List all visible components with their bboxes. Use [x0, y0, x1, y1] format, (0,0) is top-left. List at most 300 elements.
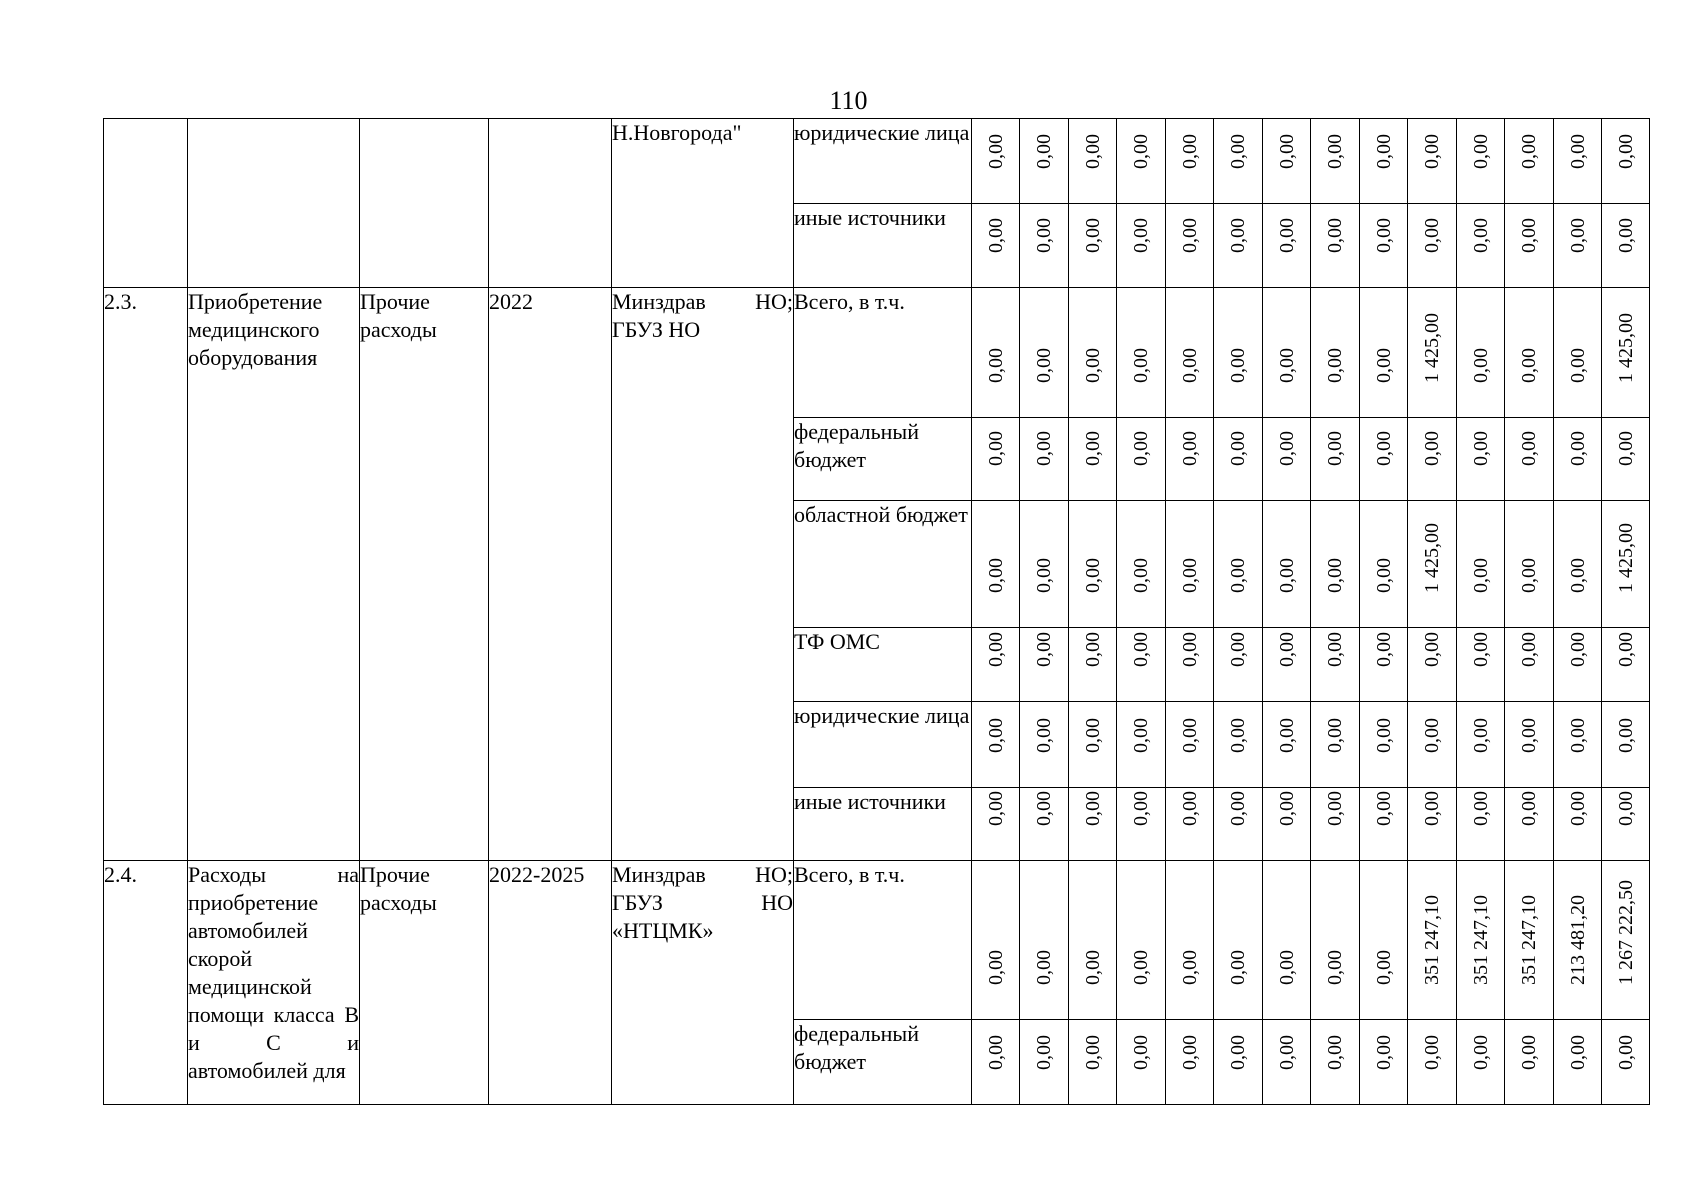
value-cell	[1457, 788, 1505, 861]
funding-source-cell: ТФ ОМС	[794, 628, 972, 702]
value-text: 0,00	[1227, 632, 1249, 667]
value-cell	[1602, 628, 1650, 702]
funding-source-cell: областной бюджет	[794, 501, 972, 628]
value-cell	[1166, 702, 1214, 788]
value-cell	[1117, 861, 1166, 1020]
measure-name-cell: Приобретение медицинского оборудования	[188, 288, 360, 861]
value-cell	[1166, 501, 1214, 628]
value-text: 351 247,10	[1518, 895, 1540, 985]
value-text: 0,00	[1130, 950, 1152, 985]
value-text: 0,00	[1469, 1035, 1492, 1070]
value-text: 0,00	[984, 218, 1007, 253]
value-cell	[1263, 119, 1311, 204]
value-cell	[1602, 861, 1650, 1020]
value-text: 0,00	[1275, 1035, 1298, 1070]
value-text: 0,00	[1518, 718, 1540, 753]
value-text: 0,00	[1033, 791, 1055, 826]
value-cell	[972, 204, 1020, 288]
value-text: 0,00	[1372, 791, 1395, 826]
value-cell	[1457, 628, 1505, 702]
value-text: 0,00	[1518, 134, 1540, 169]
value-cell	[1214, 788, 1263, 861]
value-text: 0,00	[1081, 431, 1104, 466]
value-text: 0,00	[1227, 218, 1249, 253]
value-text: 213 481,20	[1566, 895, 1589, 985]
value-text: 0,00	[1324, 632, 1346, 667]
value-text: 0,00	[1614, 632, 1637, 667]
value-cell	[1602, 702, 1650, 788]
value-text: 0,00	[1033, 431, 1055, 466]
value-text: 0,00	[1033, 218, 1055, 253]
value-text: 0,00	[984, 718, 1007, 753]
item-number-cell: 2.4.	[104, 861, 188, 1105]
value-text: 0,00	[1033, 134, 1055, 169]
value-text: 0,00	[1469, 431, 1492, 466]
page-number: 110	[829, 86, 868, 115]
value-cell	[1069, 204, 1117, 288]
value-cell	[1505, 418, 1554, 501]
value-cell	[1360, 861, 1408, 1020]
executor-cell: Минздрав НО; ГБУЗ НО «НТЦМК»	[612, 861, 794, 1105]
value-cell	[1408, 501, 1457, 628]
value-cell	[972, 119, 1020, 204]
funding-source-cell: юридические лица	[794, 702, 972, 788]
funding-source-cell: юридические лица	[794, 119, 972, 204]
value-text: 0,00	[1033, 1035, 1055, 1070]
value-text: 0,00	[1614, 134, 1637, 169]
value-cell	[1069, 119, 1117, 204]
value-text: 351 247,10	[1421, 895, 1443, 985]
value-cell	[1505, 788, 1554, 861]
value-cell	[1554, 418, 1602, 501]
value-text: 0,00	[1275, 134, 1298, 169]
value-text: 0,00	[1469, 718, 1492, 753]
table-row	[104, 119, 1650, 204]
value-cell	[1457, 418, 1505, 501]
value-text: 0,00	[1566, 718, 1589, 753]
value-text: 0,00	[1372, 950, 1395, 985]
value-text: 0,00	[1566, 218, 1589, 253]
expense-type-cell	[360, 119, 489, 288]
value-cell	[1311, 702, 1360, 788]
value-text: 0,00	[1324, 718, 1346, 753]
value-text: 0,00	[984, 558, 1007, 593]
value-cell	[1602, 418, 1650, 501]
value-text: 0,00	[1275, 632, 1298, 667]
value-text: 0,00	[1372, 718, 1395, 753]
value-text: 0,00	[1372, 218, 1395, 253]
value-cell	[1554, 861, 1602, 1020]
value-text: 0,00	[984, 134, 1007, 169]
value-cell	[1020, 119, 1069, 204]
value-cell	[1505, 119, 1554, 204]
value-cell	[1166, 418, 1214, 501]
value-cell	[1554, 119, 1602, 204]
value-text: 0,00	[1372, 1035, 1395, 1070]
value-cell	[1069, 501, 1117, 628]
executor-cell: Н.Новгорода"	[612, 119, 794, 288]
value-cell	[1408, 861, 1457, 1020]
value-cell	[1457, 702, 1505, 788]
value-cell	[1263, 288, 1311, 418]
value-cell	[1311, 788, 1360, 861]
expense-type-cell: Прочие расходы	[360, 861, 489, 1105]
value-text: 0,00	[1614, 218, 1637, 253]
value-text: 0,00	[1275, 558, 1298, 593]
value-text: 0,00	[984, 950, 1007, 985]
value-cell	[1117, 501, 1166, 628]
value-cell	[972, 861, 1020, 1020]
value-text: 0,00	[1324, 218, 1346, 253]
value-cell	[1408, 1020, 1457, 1105]
value-text: 351 247,10	[1469, 895, 1492, 985]
funding-source-cell: федеральный бюджет	[794, 1020, 972, 1105]
value-text: 0,00	[1518, 791, 1540, 826]
value-text: 0,00	[1566, 791, 1589, 826]
value-text: 0,00	[984, 791, 1007, 826]
value-text: 0,00	[1372, 632, 1395, 667]
executor-cell: Минздрав НО; ГБУЗ НО	[612, 288, 794, 861]
value-text: 0,00	[1178, 431, 1201, 466]
value-cell	[1554, 702, 1602, 788]
value-cell	[1505, 501, 1554, 628]
value-cell	[1602, 1020, 1650, 1105]
value-cell	[1554, 1020, 1602, 1105]
item-number-cell	[104, 119, 188, 288]
value-text: 0,00	[1324, 558, 1346, 593]
value-cell	[1360, 501, 1408, 628]
value-cell	[1602, 501, 1650, 628]
value-cell	[1311, 1020, 1360, 1105]
value-cell	[972, 628, 1020, 702]
value-cell	[1554, 501, 1602, 628]
value-cell	[1408, 628, 1457, 702]
value-text: 0,00	[984, 632, 1007, 667]
value-text: 0,00	[1614, 791, 1637, 826]
value-text: 0,00	[1275, 950, 1298, 985]
value-text: 0,00	[1421, 632, 1443, 667]
value-text: 0,00	[1130, 348, 1152, 383]
value-text: 0,00	[1324, 431, 1346, 466]
value-text: 0,00	[1081, 134, 1104, 169]
value-cell	[1360, 788, 1408, 861]
value-text: 0,00	[1130, 1035, 1152, 1070]
value-cell	[1602, 288, 1650, 418]
value-text: 0,00	[1566, 431, 1589, 466]
value-cell	[1360, 702, 1408, 788]
value-text: 0,00	[1130, 134, 1152, 169]
value-cell	[1360, 204, 1408, 288]
value-cell	[1069, 1020, 1117, 1105]
value-text: 0,00	[1130, 791, 1152, 826]
value-cell	[1360, 418, 1408, 501]
value-text: 0,00	[1081, 558, 1104, 593]
value-text: 0,00	[1178, 1035, 1201, 1070]
value-text: 0,00	[1324, 1035, 1346, 1070]
value-cell	[1505, 628, 1554, 702]
value-cell	[972, 1020, 1020, 1105]
value-text: 0,00	[1324, 950, 1346, 985]
value-cell	[1214, 1020, 1263, 1105]
value-text: 0,00	[1081, 632, 1104, 667]
value-cell	[1117, 1020, 1166, 1105]
value-text: 0,00	[1324, 134, 1346, 169]
value-cell	[1408, 119, 1457, 204]
value-cell	[1602, 119, 1650, 204]
value-cell	[1020, 204, 1069, 288]
value-cell	[1166, 861, 1214, 1020]
value-cell	[1020, 628, 1069, 702]
value-text: 0,00	[1469, 791, 1492, 826]
period-cell: 2022	[489, 288, 612, 861]
value-cell	[1457, 119, 1505, 204]
value-text: 0,00	[1566, 558, 1589, 593]
value-cell	[1117, 628, 1166, 702]
value-cell	[972, 418, 1020, 501]
value-cell	[1311, 204, 1360, 288]
value-text: 1 267 222,50	[1614, 880, 1637, 985]
value-text: 0,00	[1081, 348, 1104, 383]
value-cell	[1408, 288, 1457, 418]
funding-source-cell: Всего, в т.ч.	[794, 861, 972, 1020]
value-cell	[1214, 288, 1263, 418]
value-cell	[1457, 861, 1505, 1020]
value-cell	[1360, 628, 1408, 702]
item-number-cell: 2.3.	[104, 288, 188, 861]
value-cell	[1360, 288, 1408, 418]
value-text: 0,00	[1614, 1035, 1637, 1070]
value-text: 0,00	[1518, 218, 1540, 253]
funding-source-cell: Всего, в т.ч.	[794, 288, 972, 418]
value-text: 0,00	[1421, 791, 1443, 826]
value-cell	[1117, 288, 1166, 418]
value-text: 0,00	[1227, 348, 1249, 383]
value-cell	[1069, 788, 1117, 861]
value-cell	[1263, 628, 1311, 702]
value-cell	[1408, 418, 1457, 501]
value-cell	[1020, 501, 1069, 628]
measure-name-cell	[188, 119, 360, 288]
value-text: 0,00	[1275, 791, 1298, 826]
value-cell	[1166, 119, 1214, 204]
value-cell	[1360, 1020, 1408, 1105]
value-cell	[1166, 1020, 1214, 1105]
value-cell	[1214, 861, 1263, 1020]
value-cell	[1263, 418, 1311, 501]
value-cell	[1311, 288, 1360, 418]
value-text: 0,00	[1372, 348, 1395, 383]
value-text: 0,00	[984, 431, 1007, 466]
value-cell	[1505, 204, 1554, 288]
value-text: 0,00	[1372, 431, 1395, 466]
value-cell	[1117, 119, 1166, 204]
value-cell	[1166, 288, 1214, 418]
value-text: 0,00	[1227, 1035, 1249, 1070]
value-text: 0,00	[1469, 632, 1492, 667]
value-cell	[1457, 288, 1505, 418]
value-cell	[1069, 861, 1117, 1020]
value-text: 0,00	[1372, 558, 1395, 593]
value-text: 0,00	[1227, 431, 1249, 466]
value-cell	[1602, 788, 1650, 861]
value-text: 0,00	[1275, 431, 1298, 466]
value-text: 0,00	[1178, 791, 1201, 826]
value-cell	[1263, 702, 1311, 788]
value-text: 0,00	[1081, 791, 1104, 826]
value-cell	[1214, 119, 1263, 204]
value-text: 0,00	[1275, 718, 1298, 753]
funding-source-cell: иные источники	[794, 204, 972, 288]
value-text: 0,00	[1614, 431, 1637, 466]
value-cell	[1505, 1020, 1554, 1105]
value-text: 0,00	[1324, 348, 1346, 383]
value-cell	[1457, 1020, 1505, 1105]
value-cell	[972, 788, 1020, 861]
value-cell	[1311, 628, 1360, 702]
value-text: 0,00	[1469, 218, 1492, 253]
value-cell	[1020, 788, 1069, 861]
value-text: 0,00	[1421, 134, 1443, 169]
value-text: 0,00	[1178, 718, 1201, 753]
value-text: 0,00	[1566, 134, 1589, 169]
table-row	[104, 861, 1650, 1020]
value-cell	[1263, 788, 1311, 861]
value-cell	[1214, 702, 1263, 788]
value-text: 0,00	[1566, 348, 1589, 383]
value-cell	[1505, 702, 1554, 788]
value-text: 0,00	[1081, 1035, 1104, 1070]
value-text: 0,00	[1324, 791, 1346, 826]
value-cell	[1457, 501, 1505, 628]
value-text: 0,00	[984, 1035, 1007, 1070]
value-text: 0,00	[1421, 718, 1443, 753]
value-cell	[1166, 628, 1214, 702]
value-cell	[1117, 418, 1166, 501]
value-text: 0,00	[1130, 431, 1152, 466]
value-text: 0,00	[1518, 632, 1540, 667]
value-text: 0,00	[1130, 218, 1152, 253]
value-text: 0,00	[1469, 348, 1492, 383]
value-text: 1 425,00	[1614, 313, 1637, 383]
value-text: 1 425,00	[1421, 523, 1443, 593]
value-text: 0,00	[1081, 950, 1104, 985]
value-text: 0,00	[1081, 218, 1104, 253]
value-cell	[1069, 288, 1117, 418]
value-text: 0,00	[1614, 718, 1637, 753]
value-text: 0,00	[1081, 718, 1104, 753]
measure-name-cell: Расходы на приобретение автомобилей скорой медицинской помощи класса В и С и автомобилей для	[188, 861, 360, 1105]
value-text: 0,00	[1227, 950, 1249, 985]
value-text: 0,00	[1421, 431, 1443, 466]
value-text: 0,00	[1033, 950, 1055, 985]
value-cell	[1117, 788, 1166, 861]
value-text: 0,00	[1469, 558, 1492, 593]
value-text: 0,00	[1518, 431, 1540, 466]
value-cell	[1263, 1020, 1311, 1105]
value-text: 0,00	[1372, 134, 1395, 169]
value-cell	[1020, 702, 1069, 788]
value-text: 0,00	[1227, 134, 1249, 169]
value-text: 0,00	[1178, 218, 1201, 253]
value-text: 0,00	[1178, 950, 1201, 985]
value-text: 0,00	[1227, 791, 1249, 826]
value-cell	[1505, 288, 1554, 418]
value-cell	[1554, 628, 1602, 702]
value-text: 0,00	[1518, 348, 1540, 383]
value-text: 0,00	[1469, 134, 1492, 169]
value-cell	[1263, 861, 1311, 1020]
value-text: 0,00	[1227, 558, 1249, 593]
value-cell	[1311, 119, 1360, 204]
value-cell	[1311, 861, 1360, 1020]
value-text: 0,00	[1275, 348, 1298, 383]
value-cell	[1554, 288, 1602, 418]
value-cell	[1069, 628, 1117, 702]
value-cell	[1408, 788, 1457, 861]
value-text: 0,00	[984, 348, 1007, 383]
value-cell	[1166, 788, 1214, 861]
value-text: 0,00	[1130, 632, 1152, 667]
value-text: 0,00	[1518, 558, 1540, 593]
funding-source-cell: иные источники	[794, 788, 972, 861]
value-cell	[1214, 204, 1263, 288]
value-cell	[1408, 702, 1457, 788]
value-cell	[1020, 1020, 1069, 1105]
value-text: 0,00	[1033, 718, 1055, 753]
value-text: 0,00	[1178, 558, 1201, 593]
value-cell	[1408, 204, 1457, 288]
value-cell	[1214, 418, 1263, 501]
value-cell	[1554, 788, 1602, 861]
value-text: 0,00	[1227, 718, 1249, 753]
value-cell	[972, 702, 1020, 788]
value-text: 0,00	[1178, 348, 1201, 383]
value-cell	[972, 501, 1020, 628]
value-text: 0,00	[1518, 1035, 1540, 1070]
period-cell: 2022-2025	[489, 861, 612, 1105]
value-text: 1 425,00	[1421, 313, 1443, 383]
value-text: 0,00	[1275, 218, 1298, 253]
table-row	[104, 288, 1650, 418]
value-cell	[1311, 501, 1360, 628]
value-cell	[1069, 702, 1117, 788]
value-cell	[1020, 861, 1069, 1020]
value-text: 0,00	[1130, 558, 1152, 593]
value-text: 0,00	[1566, 632, 1589, 667]
value-cell	[972, 288, 1020, 418]
value-cell	[1263, 204, 1311, 288]
value-cell	[1069, 418, 1117, 501]
value-cell	[1214, 501, 1263, 628]
value-text: 0,00	[1033, 632, 1055, 667]
value-cell	[1311, 418, 1360, 501]
value-cell	[1360, 119, 1408, 204]
value-cell	[1117, 702, 1166, 788]
value-text: 0,00	[1421, 1035, 1443, 1070]
expense-type-cell: Прочие расходы	[360, 288, 489, 861]
value-cell	[1554, 204, 1602, 288]
value-cell	[1263, 501, 1311, 628]
value-cell	[1020, 418, 1069, 501]
value-cell	[1117, 204, 1166, 288]
value-text: 0,00	[1421, 218, 1443, 253]
value-cell	[1602, 204, 1650, 288]
budget-table	[103, 118, 1650, 1105]
value-text: 0,00	[1033, 558, 1055, 593]
value-text: 0,00	[1033, 348, 1055, 383]
value-text: 0,00	[1566, 1035, 1589, 1070]
value-cell	[1020, 288, 1069, 418]
